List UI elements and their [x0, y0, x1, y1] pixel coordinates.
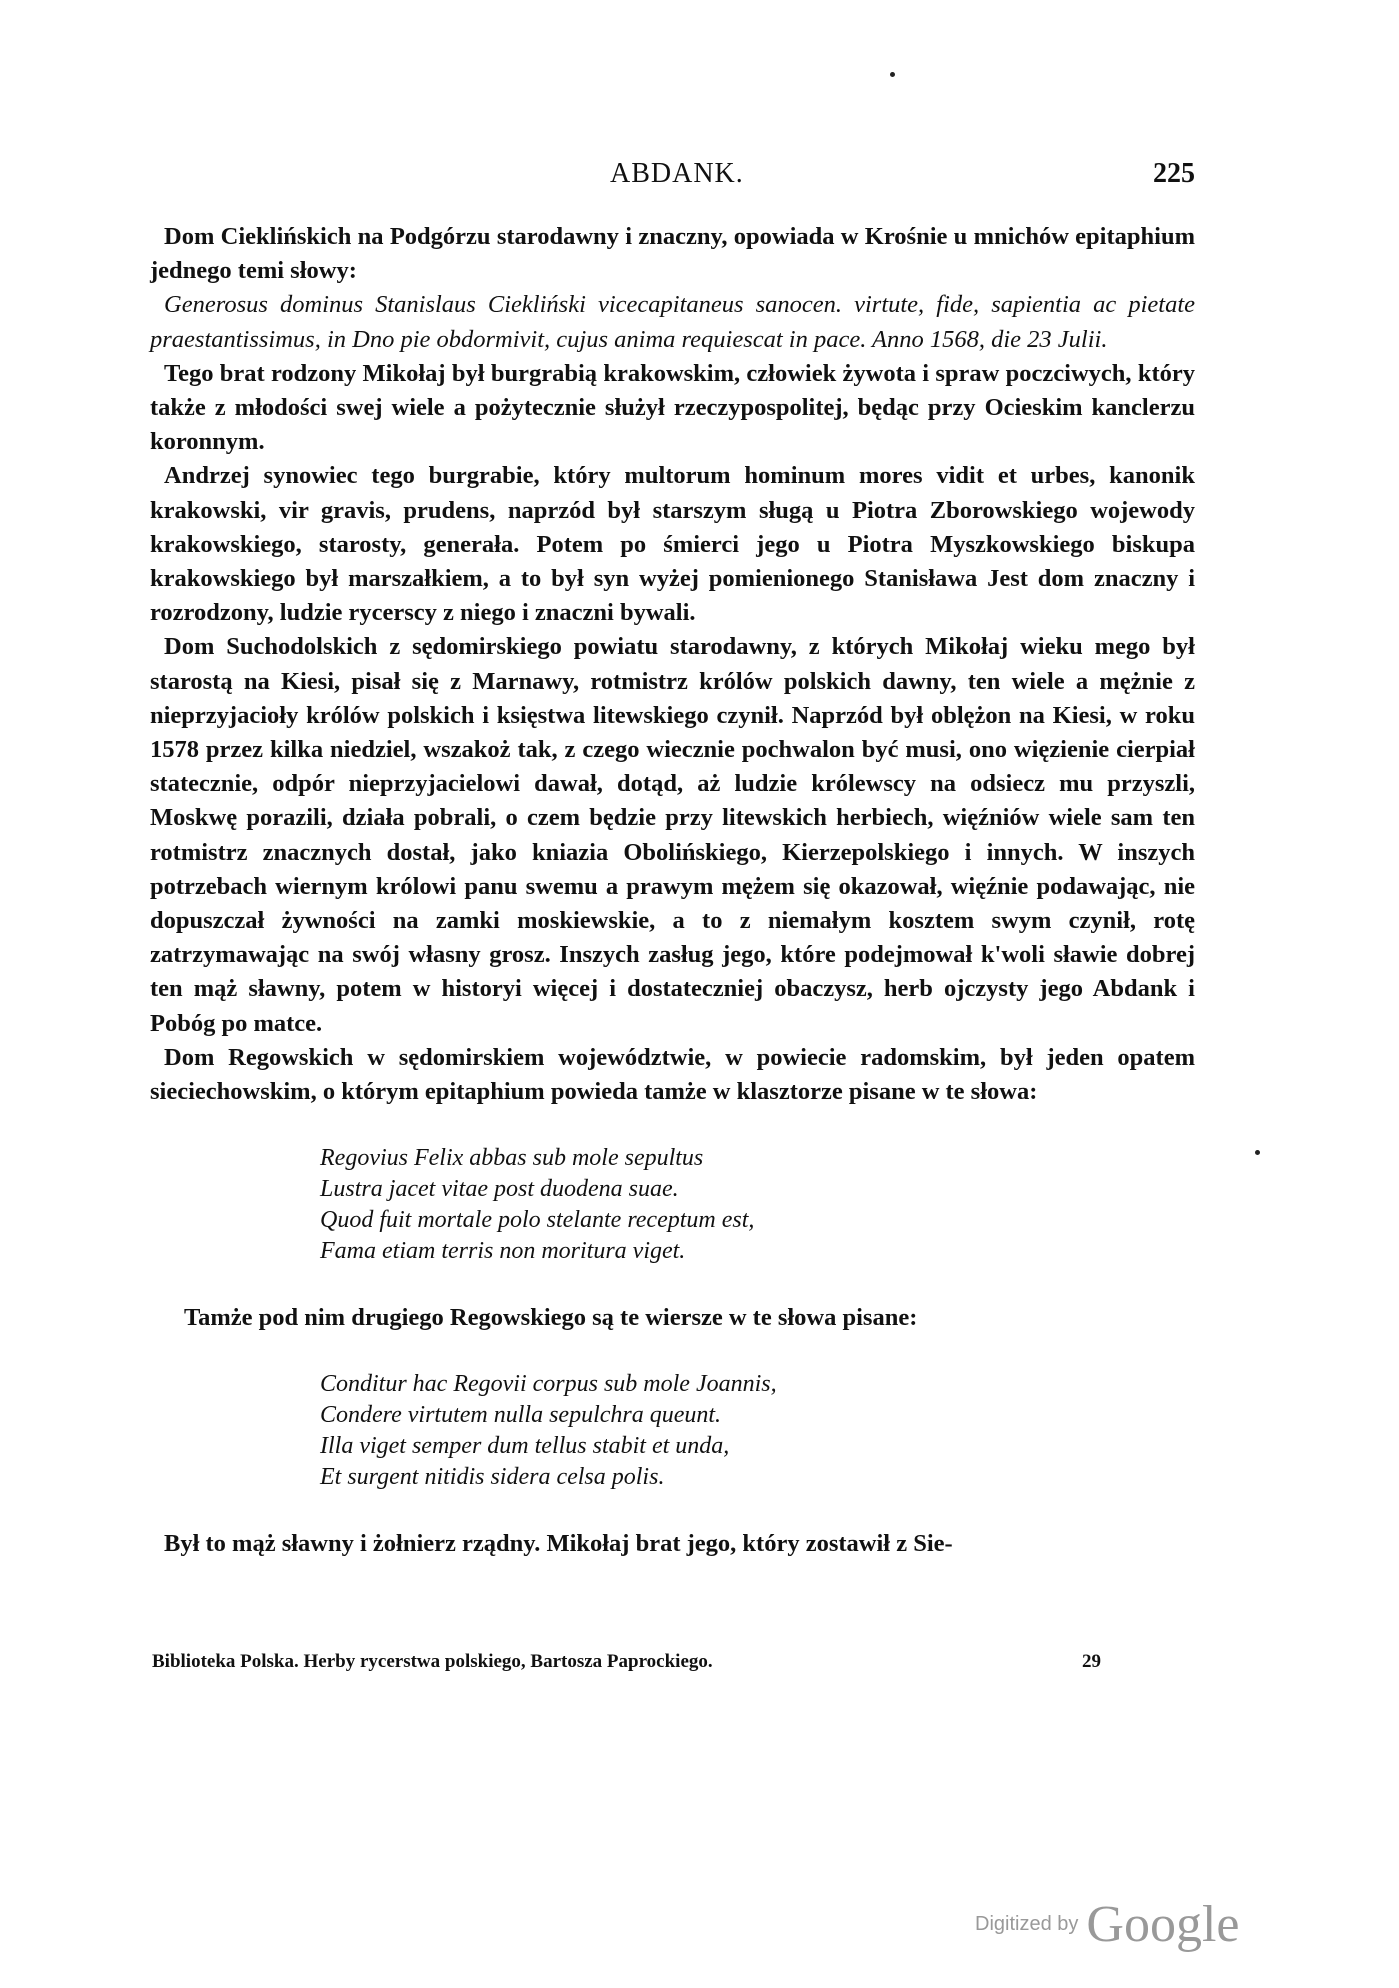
- page-number: 225: [1153, 158, 1195, 189]
- verse-line: Fama etiam terris non moritura viget.: [320, 1238, 686, 1265]
- paragraph-mikolaj-burgrabia: Tego brat rodzony Mikołaj był burgrabią krakowskim, człowiek żywota i spraw poczciwych, który także z młodości swej wiele a pożytecznie służył rzeczypospolitej, będąc przy Ocieskim kanclerzu koronnym.: [150, 359, 1195, 456]
- footer-citation: Biblioteka Polska. Herby rycerstwa polskiego, Bartosza Paprockiego.: [152, 1651, 713, 1672]
- verse-line: Quod fuit mortale polo stelante receptum est,: [320, 1207, 755, 1234]
- page-header: [150, 158, 1195, 198]
- paragraph-second-epitaph-intro: Tamże pod nim drugiego Regowskiego są te wiersze w te słowa pisane:: [184, 1304, 918, 1332]
- page-footer: [152, 1651, 1152, 1673]
- epitaph-cieklinski: Generosus dominus Stanislaus Ciekliński vicecapitaneus sanocen. virtute, fide, sapientia ac pietate praestantissimus, in Dno pie obdormivit, cujus anima requiescat in pace. Anno 1568, die 23 Julii.: [150, 291, 1195, 353]
- verse-joannis: [320, 1369, 1195, 1493]
- verse-line: Condere virtutem nulla sepulchra queunt.: [320, 1402, 722, 1429]
- verse-line: Conditur hac Regovii corpus sub mole Joannis,: [320, 1371, 777, 1398]
- verse-line: Lustra jacet vitae post duodena suae.: [320, 1176, 679, 1203]
- paragraph-andrzej: Andrzej synowiec tego burgrabie, który multorum hominum mores vidit et urbes, kanonik krakowski, vir gravis, prudens, naprzód był starszym sługą u Piotra Zborowskiego wojewody krakowskiego, starosty, generała. Potem po śmierci jego u Piotra Myszkowskiego biskupa krakowskiego był marszałkiem, a to był syn wyżej pomienionego Stanisława Jest dom znaczny i rozrodzony, ludzie rycerscy z niego i znaczni bywali.: [150, 462, 1195, 627]
- digitized-watermark: [975, 1895, 1239, 1954]
- verse-felix: [320, 1143, 1195, 1267]
- google-logo: Google: [1086, 1896, 1240, 1953]
- verse-line: Illa viget semper dum tellus stabit et unda,: [320, 1433, 730, 1460]
- verse-line: Regovius Felix abbas sub mole sepultus: [320, 1145, 704, 1172]
- page-body: [150, 220, 1195, 1562]
- signature-mark: 29: [1082, 1651, 1101, 1672]
- scan-speck: [890, 72, 895, 77]
- scan-speck: [1255, 1150, 1260, 1155]
- watermark-label: Digitized by: [975, 1913, 1079, 1935]
- running-title: ABDANK.: [610, 158, 744, 189]
- paragraph-suchodolski: Dom Suchodolskich z sędomirskiego powiatu starodawny, z których Mikołaj wieku mego był starostą na Kiesi, pisał się z Marnawy, rotmistrz królów polskich dawny, ten wiele a mężnie z nieprzyjacioły królów polskich i księstwa litewskiego czynił. Naprzód był oblężon na Kiesi, w roku 1578 przez kilka niedziel, wszakoż tak, z czego wiecznie pochwalon być musi, ono więzienie cierpiał statecznie, odpór nieprzyjacielowi dawał, dotąd, aż ludzie królewscy na odsiecz mu przyszli, Moskwę porazili, działa pobrali, o czem będzie przy litewskich herbiech, więźniów wiele sam ten rotmistrz znacznych dostał, jako kniazia Obolińskiego, Kierzepolskiego i innych. W inszych potrzebach wiernym królowi panu swemu a prawym mężem się okazował, więźnie podawając, nie dopuszczał żywności na zamki moskiewskie, a to z niemałym kosztem swym czynił, rotę zatrzymawając na swój własny grosz. Inszych zasług jego, które podejmował k'woli sławie dobrej ten mąż sławny, potem w historyi więcej i dostateczniej obaczysz, herb ojczysty jego Abdank i Pobóg po matce.: [150, 633, 1195, 1037]
- paragraph-last: Był to mąż sławny i żołnierz rządny. Mikołaj brat jego, który zostawił z Sie-: [164, 1530, 953, 1558]
- paragraph-regowski: Dom Regowskich w sędomirskiem województwie, w powiecie radomskim, był jeden opatem sieciechowskim, o którym epitaphium powieda tamże w klasztorze pisane w te słowa:: [150, 1043, 1195, 1106]
- verse-line: Et surgent nitidis sidera celsa polis.: [320, 1464, 665, 1491]
- paragraph-cieklinski: Dom Cieklińskich na Podgórzu starodawny i znaczny, opowiada w Krośnie u mnichów epitaphium jednego temi słowy:: [150, 223, 1195, 285]
